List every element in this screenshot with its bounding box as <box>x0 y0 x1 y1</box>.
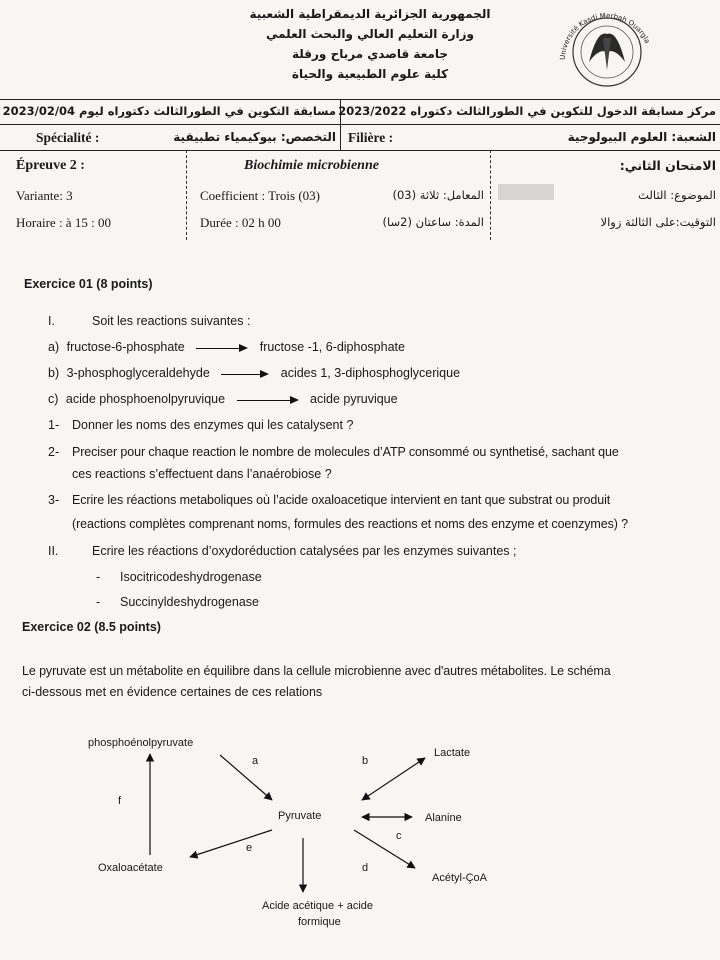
duree: Durée : 02 h 00 <box>200 215 281 230</box>
label-a: a <box>252 755 259 767</box>
label-c: c <box>396 830 402 842</box>
question-text: Preciser pour chaque reaction le nombre de molecules d’ATP consommé ou synthetisé, sachant que <box>72 445 619 459</box>
node-lactate: Lactate <box>434 747 471 759</box>
enzyme-item: Succinyldeshydrogenase <box>120 595 259 609</box>
competition-date: مسابقة التكوين في الطورالثالث دكتوراه ليوم 2023/02/04 <box>2 104 336 118</box>
part1-number: I. <box>48 314 55 328</box>
node-acide-acetique: Acide acétique + acide <box>262 900 373 912</box>
coefficient: Coefficient : Trois (03) <box>200 188 321 203</box>
label-e: e <box>246 842 253 854</box>
reaction-a <box>48 340 405 354</box>
redaction-mark <box>498 184 554 200</box>
republic-line: الجمهورية الجزائرية الديمقراطية الشعبية <box>249 7 491 21</box>
university-header <box>240 4 500 84</box>
reaction-arrow-icon <box>237 395 299 405</box>
epreuve-label: Épreuve 2 : <box>16 158 85 173</box>
specialite-label: Spécialité : <box>36 130 100 145</box>
pyruvate-diagram <box>0 720 720 960</box>
university-logo <box>545 0 665 100</box>
divider <box>186 150 187 240</box>
question-number: 2- <box>48 445 60 459</box>
university-line: جامعة قاصدي مرباح ورقلة <box>291 47 448 61</box>
question-number: 1- <box>48 418 60 432</box>
reaction-label: a) <box>48 340 60 354</box>
reaction-arrow-icon <box>221 369 269 379</box>
exercice2-intro: ci-dessous met en évidence certaines de ces relations <box>22 685 323 699</box>
question-number: 3- <box>48 493 60 507</box>
exercice2-title: Exercice 02 (8.5 points) <box>22 620 161 634</box>
reaction-label: c) <box>48 392 59 406</box>
label-f: f <box>118 795 122 807</box>
bullet-dash: - <box>96 570 101 584</box>
node-acide-formique: formique <box>298 916 341 928</box>
part2-intro: Ecrire les réactions d’oxydoréduction catalysées par les enzymes suivantes ; <box>92 544 517 558</box>
part1-intro: Soit les reactions suivantes : <box>92 314 251 328</box>
ministry-line: وزارة التعليم العالي والبحث العلمي <box>265 27 475 41</box>
epreuve-title: Biochimie microbienne <box>244 158 379 173</box>
competition-center: مركز مسابقة الدخول للتكوين في الطورالثالث دكتوراه 2023/2022 <box>338 104 716 118</box>
node-phosphoenolpyruvate: phosphoénolpyruvate <box>88 737 194 749</box>
exercice1-title: Exercice 01 (8 points) <box>24 277 153 291</box>
divider <box>0 150 720 151</box>
coefficient-ar: المعامل: ثلاثة (03) <box>392 188 484 202</box>
arrow-b <box>362 758 425 800</box>
reaction-product: acides 1, 3-diphosphoglycerique <box>280 366 461 380</box>
arrow-e <box>190 830 272 857</box>
enzyme-item: Isocitricodeshydrogenase <box>120 570 262 584</box>
question-text: (reactions complètes comprenant noms, formules des reactions et noms des enzyme et coenzymes) ? <box>72 517 629 531</box>
filiere-label: Filière : <box>348 130 394 145</box>
reaction-arrow-icon <box>196 343 248 353</box>
node-oxaloacetate: Oxaloacétate <box>98 862 163 874</box>
node-acetyl-coa: Acétyl-ÇoA <box>432 872 488 884</box>
horaire: Horaire : à 15 : 00 <box>16 215 111 230</box>
variante: Variante: 3 <box>16 188 73 203</box>
label-b: b <box>362 755 369 767</box>
reaction-product: acide pyruvique <box>310 392 398 406</box>
faculty-line: كلية علوم الطبيعية والحياة <box>291 67 449 81</box>
node-alanine: Alanine <box>425 812 462 824</box>
question-text: Donner les noms des enzymes qui les catalysent ? <box>72 418 354 432</box>
question-text: Ecrire les réactions metaboliques où l’acide oxaloacetique intervient en tant que substrat ou produit <box>72 493 611 507</box>
reaction-substrate: 3-phosphoglyceraldehyde <box>66 366 210 380</box>
label-d: d <box>362 862 369 874</box>
question-text: ces reactions s’effectuent dans l’anaérobiose ? <box>72 467 332 481</box>
divider <box>490 150 491 240</box>
reaction-substrate: fructose-6-phosphate <box>66 340 185 354</box>
reaction-label: b) <box>48 366 60 380</box>
reaction-substrate: acide phosphoenolpyruvique <box>65 392 226 406</box>
filiere-value: الشعبة: العلوم البيولوجية <box>567 130 716 144</box>
exercice2-intro: Le pyruvate est un métabolite en équilibre dans la cellule microbienne avec d'autres métabolites. Le schéma <box>22 664 611 678</box>
node-pyruvate: Pyruvate <box>278 810 322 822</box>
logo-text: Université Kasdi Merbah Ouargla <box>558 11 652 61</box>
duree-ar: المدة: ساعتان (2سا) <box>382 215 484 229</box>
reaction-b <box>48 366 460 380</box>
reaction-product: fructose -1, 6-diphosphate <box>259 340 405 354</box>
part2-number: II. <box>48 544 59 558</box>
reaction-c <box>48 392 398 406</box>
bullet-dash: - <box>96 595 101 609</box>
divider <box>0 99 720 100</box>
subject-number: الموضوع: الثالث <box>638 188 716 202</box>
timing: التوقيت:على الثالثة زوالا <box>600 215 716 229</box>
arrow-a <box>220 755 272 800</box>
exam-number: الامتحان الثاني: <box>619 158 716 173</box>
divider <box>0 124 720 125</box>
specialite-value: التخصص: بيوكيمياء تطبيقية <box>173 130 336 144</box>
